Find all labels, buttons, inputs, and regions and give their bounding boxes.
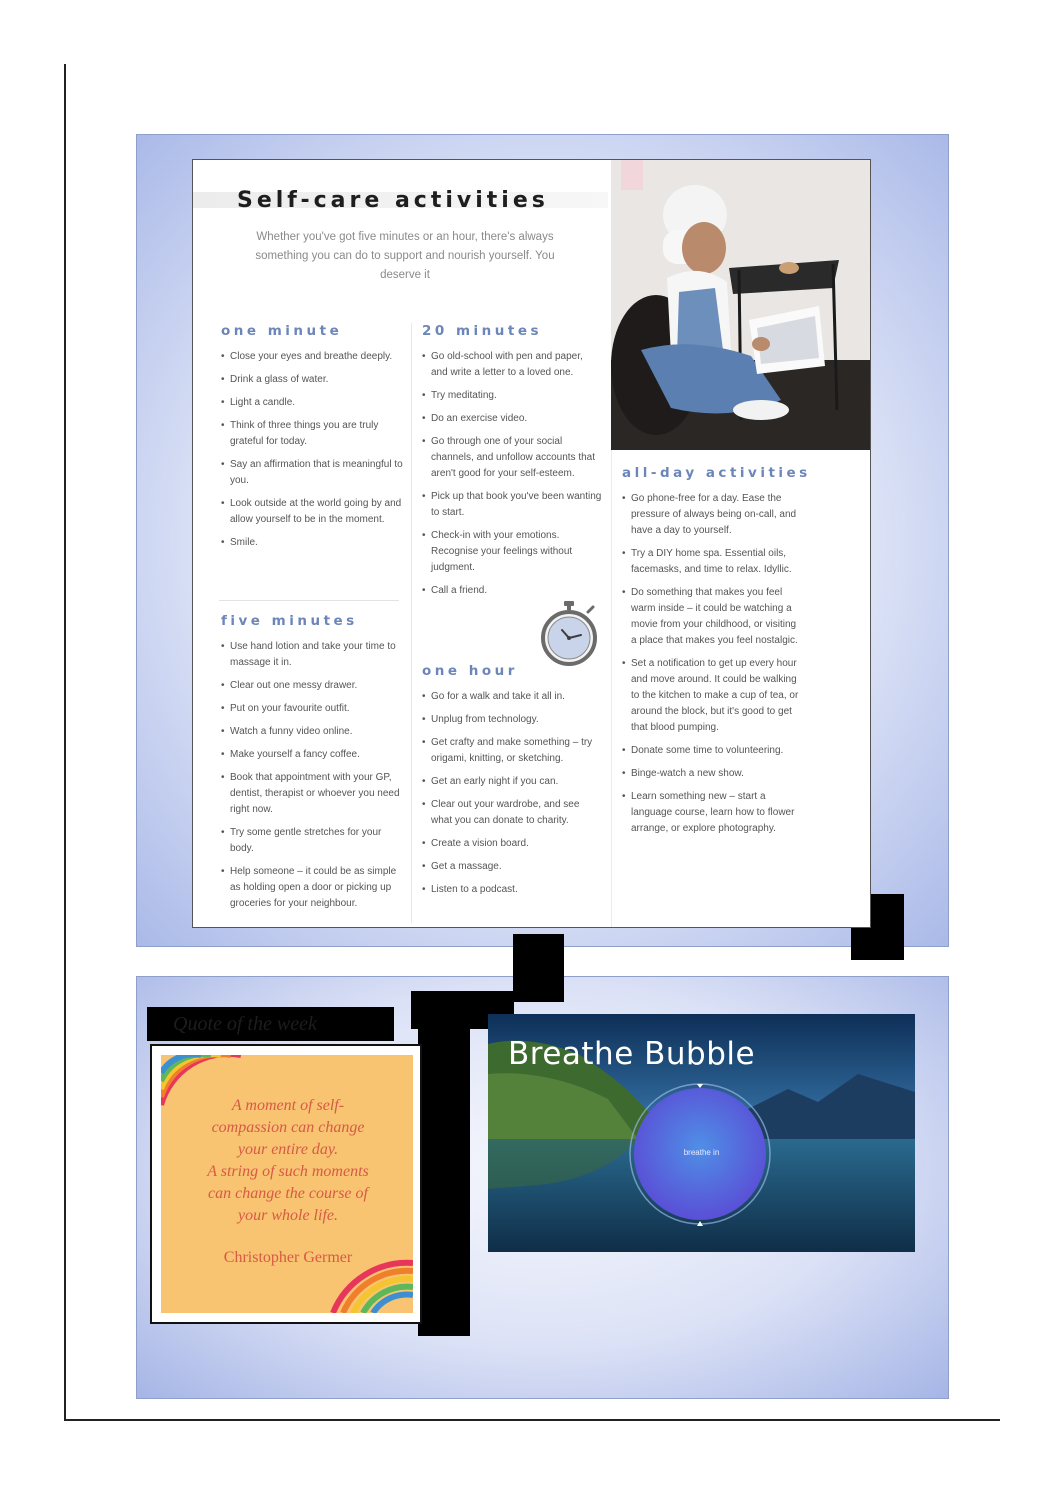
page-margin-line-vertical (64, 64, 66, 1420)
quote-card (161, 1055, 413, 1313)
section-heading: 20 minutes (422, 323, 543, 339)
stopwatch-icon (538, 600, 600, 668)
quote-line: your entire day. (237, 1141, 339, 1158)
list-item: • Think of three things you are truly grateful for today. (221, 418, 403, 450)
list-item: • Binge-watch a new show. (622, 766, 804, 782)
list-item: • Do something that makes you feel warm inside – it could be watching a movie from your childhood, or visiting a place that makes you feel nostalgic. (622, 585, 804, 649)
list-item: • Go old-school with pen and paper, and write a letter to a loved one. (422, 349, 602, 381)
section-divider (219, 600, 399, 601)
section-one-minute (221, 323, 403, 558)
section-five-minutes (221, 613, 403, 919)
redaction-block (513, 934, 564, 1002)
list-item: • Get an early night if you can. (422, 774, 602, 790)
section-heading: one hour (422, 663, 518, 679)
section-heading: five minutes (221, 613, 358, 629)
list-item: • Help someone – it could be as simple as holding open a door or picking up groceries for your neighbour. (221, 864, 403, 912)
list-item: • Go phone-free for a day. Ease the pressure of always being on-call, and have a day to yourself. (622, 491, 804, 539)
list-item: • Call a friend. (422, 583, 602, 599)
list-item: • Try meditating. (422, 388, 602, 404)
redaction-block (418, 1020, 470, 1336)
quote-line: your whole life. (238, 1207, 338, 1224)
list-item: • Use hand lotion and take your time to massage it in. (221, 639, 403, 671)
list-item: • Set a notification to get up every hour and move around. It could be walking to the kitchen to make a cup of tea, or around the block, but it's good to get that blood pumping. (622, 656, 804, 736)
breathe-bubble-app[interactable] (488, 1014, 915, 1252)
quote-line: can change the course of (208, 1185, 368, 1202)
list-item: • Create a vision board. (422, 836, 602, 852)
list-item: • Do an exercise video. (422, 411, 602, 427)
list-item: • Check-in with your emotions. Recognise your feelings without judgment. (422, 528, 602, 576)
list-item: • Clear out your wardrobe, and see what you can donate to charity. (422, 797, 602, 829)
flyer-title: Self-care activities (237, 188, 549, 213)
section-twenty-minutes (422, 323, 602, 606)
quote-author: Christopher Germer (223, 1249, 353, 1266)
section-heading: all-day activities (622, 465, 811, 481)
list-item: • Try a DIY home spa. Essential oils, facemasks, and time to relax. Idyllic. (622, 546, 804, 578)
quote-line: A string of such moments (207, 1163, 369, 1180)
section-heading: one minute (221, 323, 343, 339)
list-item: • Drink a glass of water. (221, 372, 403, 388)
list-item: • Donate some time to volunteering. (622, 743, 804, 759)
list-item: • Listen to a podcast. (422, 882, 602, 898)
quote-of-the-week-header: Quote of the week (147, 1007, 394, 1041)
section-all-day (622, 465, 811, 844)
list-item: • Clear out one messy drawer. (221, 678, 403, 694)
list-item: • Go through one of your social channels, and unfollow accounts that aren't good for your self-esteem. (422, 434, 602, 482)
woman-reading-photo (611, 160, 870, 450)
list-item: • Say an affirmation that is meaningful to you. (221, 457, 403, 489)
column-divider (411, 323, 412, 923)
list-item: • Get a massage. (422, 859, 602, 875)
flyer-intro: Whether you've got five minutes or an hour, there's always something you can do to support and nourish yourself. You deserve it (255, 231, 555, 281)
list-item: • Light a candle. (221, 395, 403, 411)
section-one-hour (422, 663, 602, 905)
list-item: • Get crafty and make something – try origami, knitting, or sketching. (422, 735, 602, 767)
list-item: • Watch a funny video online. (221, 724, 403, 740)
breathe-bubble-title: Breathe Bubble (508, 1036, 756, 1072)
quote-line: compassion can change (211, 1119, 365, 1136)
list-item: • Go for a walk and take it all in. (422, 689, 602, 705)
quote-line: A moment of self- (231, 1097, 345, 1114)
list-item: • Look outside at the world going by and allow yourself to be in the moment. (221, 496, 403, 528)
list-item: • Learn something new – start a language course, learn how to flower arrange, or explore photography. (622, 789, 804, 837)
list-item: • Put on your favourite outfit. (221, 701, 403, 717)
list-item: • Close your eyes and breathe deeply. (221, 349, 403, 365)
list-item: • Try some gentle stretches for your body. (221, 825, 403, 857)
list-item: • Pick up that book you've been wanting to start. (422, 489, 602, 521)
list-item: • Smile. (221, 535, 403, 551)
list-item: • Book that appointment with your GP, dentist, therapist or whoever you need right now. (221, 770, 403, 818)
quote-frame (150, 1044, 422, 1324)
quote-text (173, 1095, 403, 1227)
self-care-flyer (192, 159, 871, 928)
page-margin-line-horizontal (64, 1419, 1000, 1421)
list-item: • Make yourself a fancy coffee. (221, 747, 403, 763)
list-item: • Unplug from technology. (422, 712, 602, 728)
breathe-in-label: breathe in (683, 1148, 720, 1157)
